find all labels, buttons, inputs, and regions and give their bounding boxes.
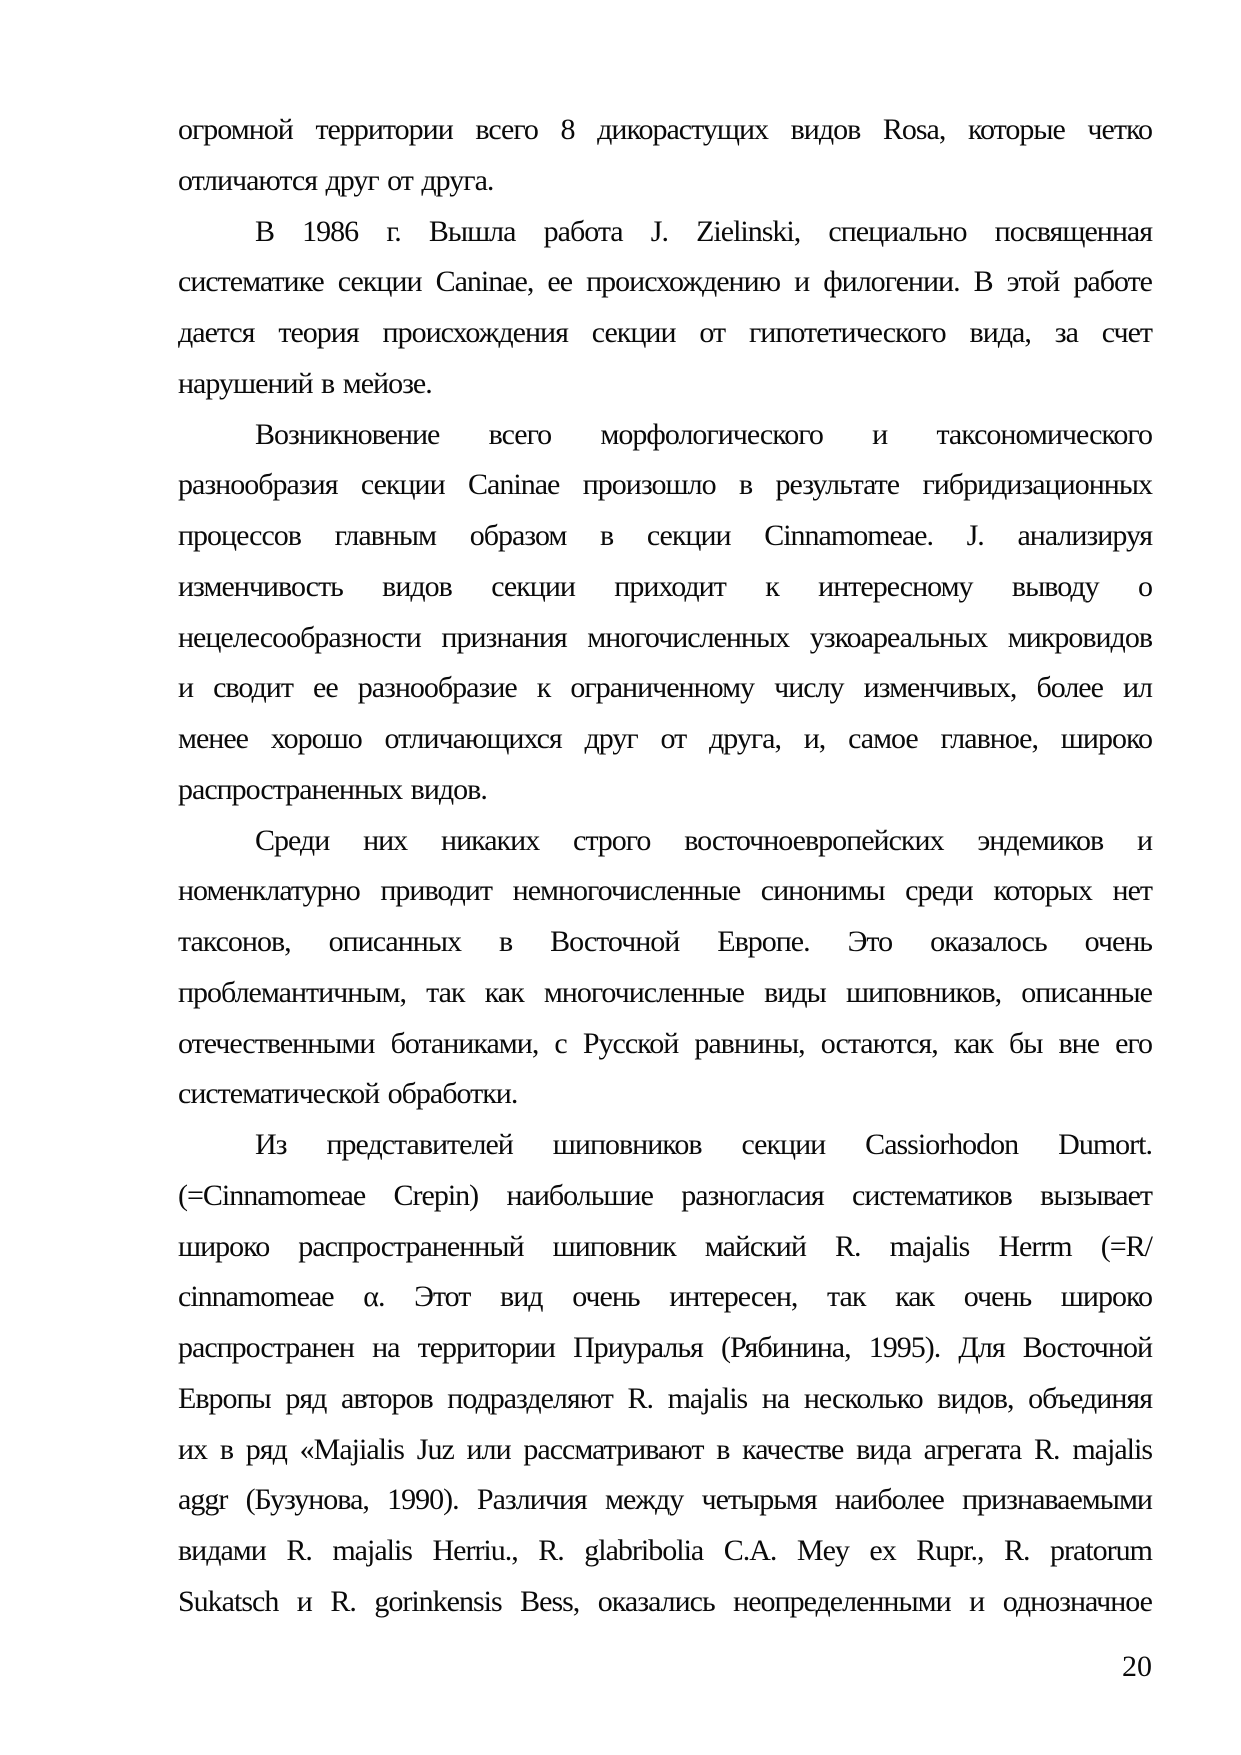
text-line: огромной территории всего 8 дикорастущих видов Rosa, которые четко xyxy=(178,113,1152,146)
text-line: (=Cinnamomeae Crepin) наибольшие разногласия систематиков вызывает xyxy=(178,1178,1152,1212)
text-line: Возникновение всего морфологического и таксономического xyxy=(255,417,1152,451)
paragraph xyxy=(178,105,1152,207)
text-line: таксонов, описанных в Восточной Европе. Это оказалось очень xyxy=(178,925,1152,958)
paragraph xyxy=(178,816,1152,1121)
paragraph xyxy=(178,410,1152,816)
text-line: распространенных видов. xyxy=(178,772,487,806)
page-number: 20 xyxy=(1122,1650,1152,1683)
text-line: cinnamomeae α. Этот вид очень интересен, так как очень широко xyxy=(178,1280,1152,1314)
text-line: проблемантичным, так как многочисленные виды шиповников, описанные xyxy=(178,975,1152,1009)
text-line: нарушений в мейозе. xyxy=(178,366,432,400)
text-line: и сводит ее разнообразие к ограниченному числу изменчивых, более ил xyxy=(178,671,1152,705)
text-line: В 1986 г. Вышла работа J. Zielinski, специально посвященная xyxy=(255,214,1152,248)
text-line: распространен на территории Приуралья (Рябинина, 1995). Для Восточной xyxy=(178,1331,1152,1364)
text-line: Sukatsch и R. gorinkensis Bess, оказались неопределенными и однозначное xyxy=(178,1584,1152,1618)
text-line: Среди них никаких строго восточноевропейских эндемиков и xyxy=(255,823,1152,857)
text-line: Из представителей шиповников секции Cassiorhodon Dumort. xyxy=(255,1128,1152,1161)
text-line: процессов главным образом в секции Cinnamomeae. J. анализируя xyxy=(178,519,1152,552)
text-line: систематике секции Caninae, ее происхождению и филогении. В этой работе xyxy=(178,265,1152,299)
text-line: нецелесообразности признания многочисленных узкоареальных микровидов xyxy=(178,620,1152,654)
text-line: широко распространенный шиповник майский R. majalis Herrm (=R/ xyxy=(178,1229,1152,1263)
text-line: менее хорошо отличающихся друг от друга, и, самое главное, широко xyxy=(178,722,1152,755)
text-line: видами R. majalis Herriu., R. glabribolia C.A. Mey ex Rupr., R. pratorum xyxy=(178,1534,1152,1567)
text-line: aggr (Бузунова, 1990). Различия между четырьмя наиболее признаваемыми xyxy=(178,1483,1152,1517)
text-line: систематической обработки. xyxy=(178,1077,518,1111)
text-line: их в ряд «Majialis Juz или рассматривают в качестве вида агрегата R. majalis xyxy=(178,1432,1152,1466)
text-line: дается теория происхождения секции от гипотетического вида, за счет xyxy=(178,316,1152,349)
text-line: отечественными ботаниками, с Русской равнины, остаются, как бы вне его xyxy=(178,1026,1152,1060)
text-line: номенклатурно приводит немногочисленные синонимы среди которых нет xyxy=(178,874,1152,908)
text-line: разнообразия секции Caninae произошло в результате гибридизационных xyxy=(178,468,1152,502)
text-line: Европы ряд авторов подразделяют R. majalis на несколько видов, объединяя xyxy=(178,1381,1152,1415)
paragraph xyxy=(178,1120,1152,1628)
document-text xyxy=(178,105,1152,1628)
text-line: отличаются друг от друга. xyxy=(178,163,494,197)
text-line: изменчивость видов секции приходит к интересному выводу о xyxy=(178,569,1152,603)
paragraph xyxy=(178,207,1152,410)
